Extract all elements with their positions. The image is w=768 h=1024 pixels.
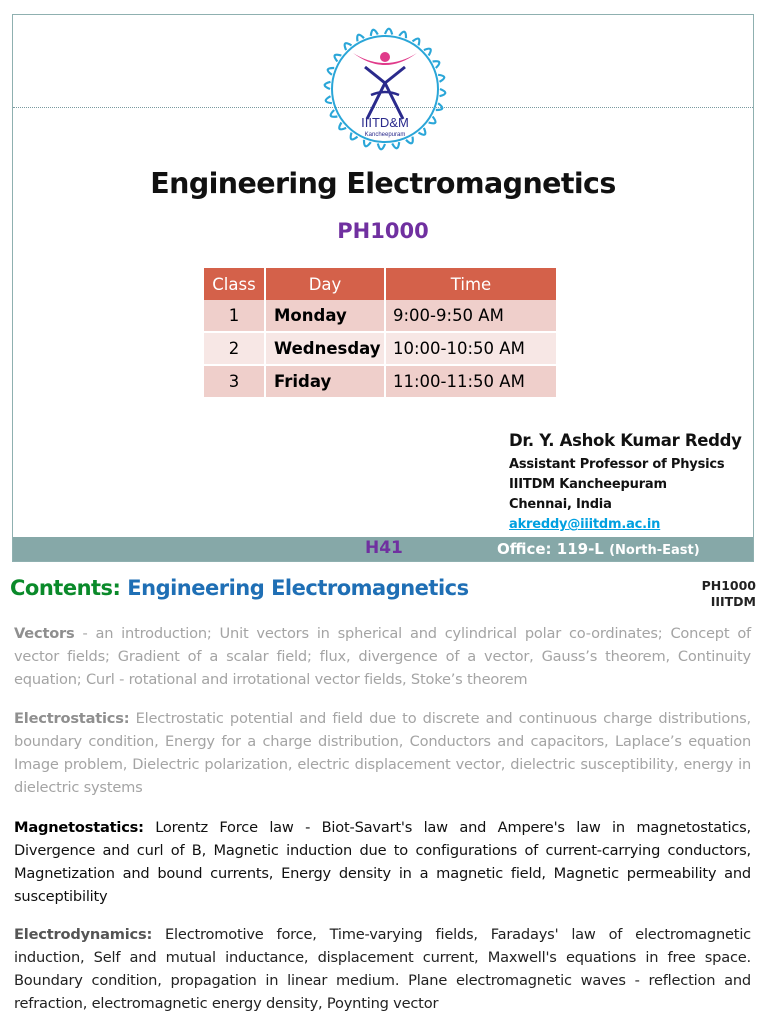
logo-subtext: Kancheepuram [364,132,406,138]
class-time: 11:00-11:50 AM [385,365,557,398]
class-schedule-table [204,268,558,399]
room-number: H41 [365,538,403,558]
author-email-container [509,517,660,532]
footer-bar [13,537,753,561]
header-class: Class [204,268,265,300]
class-time: 10:00-10:50 AM [385,332,557,365]
contents-heading [10,576,469,600]
slide-title: Engineering Electromagnetics [150,167,616,200]
author-name: Dr. Y. Ashok Kumar Reddy [509,431,742,450]
section-magnetostatics [14,816,751,908]
contents-title: Engineering Electromagnetics [127,576,469,600]
section-label: Electrostatics: [14,710,130,727]
class-day: Wednesday [265,332,385,365]
office-direction: (North-East) [609,543,700,558]
contents-slide [0,566,768,1024]
class-number: 3 [204,365,265,398]
logo-text: IIITD&M [361,115,409,130]
section-electrostatics [14,707,751,799]
table-row [204,365,557,398]
section-vectors [14,622,751,691]
section-text: - an introduction; Unit vectors in spherical and cylindrical polar co-ordinates; Concept of vector fields; Gradient of a scalar field; flux, divergence of a vector, Gauss’s theorem, Continuity equation; Curl - rotational and irrotational vector fields, Stoke’s theorem [14,625,751,688]
class-day: Monday [265,300,385,332]
class-number: 2 [204,332,265,365]
section-text: Lorentz Force law - Biot-Savart's law and Ampere's law in magnetostatics, Divergence and curl of B, Magnetic induction due to configurations of current-carrying conductors, Magnetization and bound currents, Energy density in a magnetic field, Magnetic permeability and susceptibility [14,819,751,905]
corner-course-code: PH1000 [701,578,756,593]
office-info [497,540,700,558]
office-number: Office: 119-L [497,540,604,558]
author-institute: IIITDM Kancheepuram [509,477,667,492]
institute-gear-logo-icon [313,17,457,161]
contents-label: Contents: [10,576,121,600]
author-position: Assistant Professor of Physics [509,457,725,472]
class-number: 1 [204,300,265,332]
corner-institute: IIITDM [710,594,756,609]
header-day: Day [265,268,385,300]
section-electrodynamics [14,923,751,1015]
class-time: 9:00-9:50 AM [385,300,557,332]
author-email-link[interactable]: akreddy@iiitdm.ac.in [509,517,661,532]
header-time: Time [385,268,557,300]
section-label: Electrodynamics: [14,926,153,943]
section-label: Magnetostatics: [14,819,144,836]
section-text: Electromotive force, Time-varying fields, Faradays' law of electromagnetic induction, Self and mutual inductance, displacement current, Maxwell's equations in free space. Boundary condition, propagation in linear medium. Plane electromagnetic waves - reflection and refraction, electromagnetic energy density, Poynting vector [14,926,751,1012]
table-row [204,332,557,365]
course-code: PH1000 [337,219,429,243]
table-row [204,300,557,332]
title-slide [12,14,754,562]
author-location: Chennai, India [509,497,612,512]
table-header-row [204,268,557,300]
section-text: Electrostatic potential and field due to discrete and continuous charge distributions, boundary condition, Energy for a charge distribution, Conductors and capacitors, Laplace’s equation Image problem, Dielectric polarization, electric displacement vector, dielectric susceptibility, energy in dielectric systems [14,710,751,796]
class-day: Friday [265,365,385,398]
section-label: Vectors [14,625,75,642]
